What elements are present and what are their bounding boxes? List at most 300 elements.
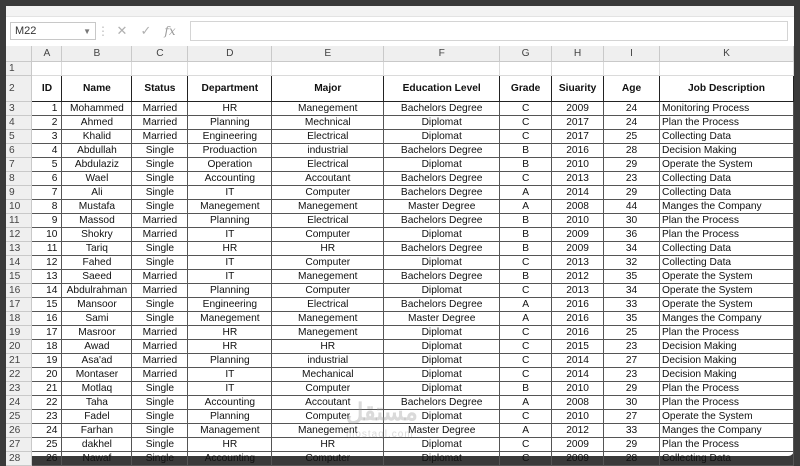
cell[interactable]: C <box>500 367 552 381</box>
cell[interactable]: Plan the Process <box>659 115 793 129</box>
cell[interactable]: Plan the Process <box>659 381 793 395</box>
cell[interactable]: Monitoring Process <box>659 101 793 115</box>
header-cell[interactable]: ID <box>32 75 62 101</box>
cell[interactable]: 33 <box>604 297 660 311</box>
cell[interactable]: Plan the Process <box>659 437 793 451</box>
cell[interactable]: Fahed <box>62 255 132 269</box>
cell[interactable]: 2 <box>32 115 62 129</box>
cell[interactable]: 15 <box>32 297 62 311</box>
row-number[interactable]: 8 <box>6 171 32 185</box>
cell[interactable]: A <box>500 297 552 311</box>
cell[interactable]: Diplomat <box>384 437 500 451</box>
cell[interactable]: Bachelors Degree <box>384 297 500 311</box>
cell[interactable]: B <box>500 143 552 157</box>
cell[interactable]: Manegement <box>272 101 384 115</box>
cell[interactable]: Ahmed <box>62 115 132 129</box>
row-number[interactable]: 3 <box>6 101 32 115</box>
cell[interactable]: 2016 <box>552 311 604 325</box>
cell[interactable]: Farhan <box>62 423 132 437</box>
cell[interactable]: HR <box>188 437 272 451</box>
cell[interactable]: Master Degree <box>384 423 500 437</box>
cell[interactable]: Operate the System <box>659 409 793 423</box>
cell[interactable]: Abdullah <box>62 143 132 157</box>
cell[interactable]: Accounting <box>188 171 272 185</box>
cell[interactable]: Bachelors Degree <box>384 395 500 409</box>
row-number[interactable]: 15 <box>6 269 32 283</box>
cell[interactable]: 2010 <box>552 381 604 395</box>
column-header[interactable]: D <box>188 46 272 61</box>
row-number[interactable]: 25 <box>6 409 32 423</box>
cell[interactable]: C <box>500 325 552 339</box>
cell[interactable]: Wael <box>62 171 132 185</box>
cell[interactable]: Bachelors Degree <box>384 269 500 283</box>
cell[interactable]: 44 <box>604 199 660 213</box>
cell[interactable]: 9 <box>32 213 62 227</box>
cell[interactable]: 7 <box>32 185 62 199</box>
cell[interactable]: Manges the Company <box>659 311 793 325</box>
cell[interactable]: Single <box>132 241 188 255</box>
header-cell[interactable]: Education Level <box>384 75 500 101</box>
cell[interactable]: 6 <box>32 171 62 185</box>
cell[interactable]: IT <box>188 227 272 241</box>
cell[interactable]: C <box>500 115 552 129</box>
cell[interactable]: 14 <box>32 283 62 297</box>
cell[interactable]: 11 <box>32 241 62 255</box>
cell[interactable]: 32 <box>604 255 660 269</box>
row-number[interactable]: 20 <box>6 339 32 353</box>
cell[interactable]: IT <box>188 255 272 269</box>
cell[interactable]: Single <box>132 297 188 311</box>
cell[interactable]: Asa'ad <box>62 353 132 367</box>
cell[interactable]: 2014 <box>552 185 604 199</box>
cell[interactable]: B <box>500 213 552 227</box>
cell[interactable]: Decision Making <box>659 367 793 381</box>
cell[interactable]: Electrical <box>272 129 384 143</box>
cell[interactable]: Diplomat <box>384 129 500 143</box>
cell[interactable]: Diplomat <box>384 227 500 241</box>
cell[interactable]: Single <box>132 451 188 465</box>
cell[interactable]: Computer <box>272 381 384 395</box>
cell[interactable]: 19 <box>32 353 62 367</box>
cell[interactable]: HR <box>272 339 384 353</box>
cell[interactable]: Electrical <box>272 297 384 311</box>
cell[interactable]: Mechanical <box>272 367 384 381</box>
cell[interactable]: Collecting Data <box>659 129 793 143</box>
cell[interactable]: 25 <box>32 437 62 451</box>
cancel-icon[interactable]: ✕ <box>116 23 128 38</box>
cell[interactable]: Produaction <box>188 143 272 157</box>
cell[interactable]: 1 <box>32 101 62 115</box>
row-number[interactable]: 26 <box>6 423 32 437</box>
cell[interactable]: Collecting Data <box>659 255 793 269</box>
cell[interactable]: A <box>500 395 552 409</box>
name-box[interactable] <box>10 22 96 40</box>
cell[interactable]: Saeed <box>62 269 132 283</box>
cell[interactable]: Computer <box>272 451 384 465</box>
cell[interactable]: Master Degree <box>384 311 500 325</box>
cell[interactable]: HR <box>188 325 272 339</box>
row-number[interactable]: 14 <box>6 255 32 269</box>
cell[interactable]: 2008 <box>552 395 604 409</box>
cell[interactable]: Operation <box>188 157 272 171</box>
cell[interactable]: Married <box>132 115 188 129</box>
row-number[interactable]: 11 <box>6 213 32 227</box>
cell[interactable]: C <box>500 353 552 367</box>
cell[interactable]: Married <box>132 129 188 143</box>
cell[interactable]: Single <box>132 185 188 199</box>
cell[interactable]: Plan the Process <box>659 395 793 409</box>
cell[interactable]: Plan the Process <box>659 227 793 241</box>
cell[interactable]: 8 <box>32 199 62 213</box>
cell[interactable]: Computer <box>272 185 384 199</box>
cell[interactable]: Diplomat <box>384 409 500 423</box>
cell[interactable]: A <box>500 311 552 325</box>
row-number[interactable]: 28 <box>6 451 32 465</box>
cell[interactable]: 22 <box>32 395 62 409</box>
cell[interactable]: HR <box>188 101 272 115</box>
cell[interactable]: Single <box>132 381 188 395</box>
cell[interactable]: 2013 <box>552 171 604 185</box>
cell[interactable]: A <box>500 199 552 213</box>
cell[interactable]: Awad <box>62 339 132 353</box>
cell[interactable]: HR <box>272 437 384 451</box>
header-cell[interactable]: Name <box>62 75 132 101</box>
row-number[interactable]: 22 <box>6 367 32 381</box>
row-number[interactable]: 6 <box>6 143 32 157</box>
cell[interactable]: Bachelors Degree <box>384 241 500 255</box>
cell[interactable] <box>659 61 793 75</box>
cell[interactable]: 30 <box>604 213 660 227</box>
cell[interactable]: Nawaf <box>62 451 132 465</box>
cell[interactable]: Single <box>132 143 188 157</box>
cell[interactable]: 13 <box>32 269 62 283</box>
cell[interactable]: Diplomat <box>384 381 500 395</box>
column-header[interactable]: K <box>659 46 793 61</box>
header-cell[interactable]: Department <box>188 75 272 101</box>
cell[interactable]: 21 <box>32 381 62 395</box>
cell[interactable]: 2012 <box>552 423 604 437</box>
cell[interactable]: 2015 <box>552 339 604 353</box>
cell[interactable]: Single <box>132 157 188 171</box>
cell[interactable]: 4 <box>32 143 62 157</box>
cell[interactable]: Diplomat <box>384 367 500 381</box>
cell[interactable]: 23 <box>604 171 660 185</box>
header-cell[interactable]: Grade <box>500 75 552 101</box>
cell[interactable]: 2014 <box>552 353 604 367</box>
cell[interactable]: Engineering <box>188 297 272 311</box>
cell[interactable]: 23 <box>604 367 660 381</box>
cell[interactable]: 5 <box>32 157 62 171</box>
cell[interactable]: IT <box>188 381 272 395</box>
header-cell[interactable]: Major <box>272 75 384 101</box>
cell[interactable]: Bachelors Degree <box>384 213 500 227</box>
cell[interactable]: Abdulrahman <box>62 283 132 297</box>
cell[interactable] <box>272 61 384 75</box>
cell[interactable]: 27 <box>604 353 660 367</box>
column-header[interactable]: F <box>384 46 500 61</box>
cell[interactable]: Single <box>132 395 188 409</box>
cell[interactable]: Motlaq <box>62 381 132 395</box>
cell[interactable]: Mansoor <box>62 297 132 311</box>
cell[interactable]: 34 <box>604 241 660 255</box>
cell[interactable]: 35 <box>604 311 660 325</box>
cell[interactable]: 2008 <box>552 199 604 213</box>
row-number[interactable]: 21 <box>6 353 32 367</box>
cell[interactable]: Sami <box>62 311 132 325</box>
cell[interactable]: C <box>500 409 552 423</box>
cell[interactable]: Bachelors Degree <box>384 171 500 185</box>
cell[interactable]: Diplomat <box>384 339 500 353</box>
cell[interactable]: HR <box>188 339 272 353</box>
cell[interactable]: Decision Making <box>659 339 793 353</box>
cell[interactable] <box>62 61 132 75</box>
cell[interactable]: 28 <box>604 451 660 465</box>
cell[interactable]: 27 <box>604 409 660 423</box>
cell[interactable] <box>32 61 62 75</box>
header-cell[interactable]: Job Description <box>659 75 793 101</box>
cell[interactable] <box>188 61 272 75</box>
cell[interactable]: Massod <box>62 213 132 227</box>
cell[interactable]: Manegement <box>272 269 384 283</box>
cell[interactable]: Diplomat <box>384 157 500 171</box>
cell[interactable]: C <box>500 283 552 297</box>
cell[interactable]: industrial <box>272 353 384 367</box>
row-number[interactable]: 23 <box>6 381 32 395</box>
cell[interactable]: B <box>500 157 552 171</box>
cell[interactable]: Planning <box>188 353 272 367</box>
cell[interactable]: A <box>500 185 552 199</box>
cell[interactable]: B <box>500 241 552 255</box>
row-number[interactable]: 12 <box>6 227 32 241</box>
cell[interactable]: Diplomat <box>384 451 500 465</box>
cell[interactable]: Master Degree <box>384 199 500 213</box>
cell[interactable] <box>132 61 188 75</box>
cell[interactable]: Manegement <box>272 423 384 437</box>
cell[interactable]: IT <box>188 367 272 381</box>
cell[interactable]: 2016 <box>552 325 604 339</box>
cell[interactable]: C <box>500 171 552 185</box>
cell[interactable]: 2013 <box>552 255 604 269</box>
select-all-corner[interactable] <box>6 46 32 61</box>
cell[interactable]: 2010 <box>552 409 604 423</box>
cell[interactable]: 2009 <box>552 437 604 451</box>
cell[interactable]: C <box>500 101 552 115</box>
cell[interactable]: 34 <box>604 283 660 297</box>
cell[interactable]: 26 <box>32 451 62 465</box>
cell[interactable]: Single <box>132 423 188 437</box>
cell[interactable]: 17 <box>32 325 62 339</box>
cell[interactable]: Manegement <box>272 311 384 325</box>
column-header[interactable]: G <box>500 46 552 61</box>
row-number[interactable]: 4 <box>6 115 32 129</box>
chevron-down-icon[interactable]: ▼ <box>83 26 91 36</box>
cell[interactable] <box>604 61 660 75</box>
cell[interactable]: Abdulaziz <box>62 157 132 171</box>
column-header[interactable]: B <box>62 46 132 61</box>
cell[interactable]: 25 <box>604 325 660 339</box>
worksheet-grid[interactable] <box>6 46 794 466</box>
cell[interactable]: Married <box>132 339 188 353</box>
column-header[interactable]: C <box>132 46 188 61</box>
cell[interactable]: Diplomat <box>384 115 500 129</box>
formula-input[interactable] <box>190 21 788 41</box>
cell[interactable]: Married <box>132 227 188 241</box>
row-number[interactable]: 24 <box>6 395 32 409</box>
cell[interactable]: Tariq <box>62 241 132 255</box>
header-cell[interactable]: Siuarity <box>552 75 604 101</box>
cell[interactable]: Mohammed <box>62 101 132 115</box>
cell[interactable]: Married <box>132 283 188 297</box>
cell[interactable]: Married <box>132 213 188 227</box>
cell[interactable]: 28 <box>604 143 660 157</box>
cell[interactable]: Plan the Process <box>659 325 793 339</box>
cell[interactable]: dakhel <box>62 437 132 451</box>
cell[interactable]: B <box>500 227 552 241</box>
row-number[interactable]: 10 <box>6 199 32 213</box>
cell[interactable]: Electrical <box>272 157 384 171</box>
cell[interactable]: 16 <box>32 311 62 325</box>
header-cell[interactable]: Status <box>132 75 188 101</box>
cell[interactable]: 35 <box>604 269 660 283</box>
cell[interactable]: industrial <box>272 143 384 157</box>
cell[interactable]: 23 <box>32 409 62 423</box>
cell[interactable]: Manegement <box>272 325 384 339</box>
cell[interactable]: 2009 <box>552 101 604 115</box>
cell[interactable]: Planning <box>188 409 272 423</box>
cell[interactable]: 2010 <box>552 213 604 227</box>
cell[interactable]: Mustafa <box>62 199 132 213</box>
cell[interactable]: 2016 <box>552 297 604 311</box>
cell[interactable]: Management <box>188 423 272 437</box>
cell[interactable]: 12 <box>32 255 62 269</box>
row-number[interactable]: 17 <box>6 297 32 311</box>
cell[interactable]: C <box>500 451 552 465</box>
cell[interactable]: Fadel <box>62 409 132 423</box>
insert-function-icon[interactable]: fx <box>164 24 176 38</box>
row-number[interactable]: 1 <box>6 61 32 75</box>
cell[interactable]: Collecting Data <box>659 185 793 199</box>
column-header[interactable]: A <box>32 46 62 61</box>
cell[interactable]: 2009 <box>552 451 604 465</box>
cell[interactable]: HR <box>272 241 384 255</box>
cell[interactable]: Operate the System <box>659 269 793 283</box>
cell[interactable]: Single <box>132 171 188 185</box>
cell[interactable]: 24 <box>604 101 660 115</box>
cell[interactable]: Accoutant <box>272 395 384 409</box>
cell[interactable]: Bachelors Degree <box>384 143 500 157</box>
cell[interactable]: Bachelors Degree <box>384 185 500 199</box>
cell[interactable]: Decision Making <box>659 353 793 367</box>
cell[interactable]: Shokry <box>62 227 132 241</box>
cell[interactable]: Bachelors Degree <box>384 101 500 115</box>
cell[interactable]: 2016 <box>552 143 604 157</box>
cell[interactable]: C <box>500 129 552 143</box>
cell[interactable]: Single <box>132 255 188 269</box>
cell[interactable]: Diplomat <box>384 283 500 297</box>
cell[interactable]: 2010 <box>552 157 604 171</box>
cell[interactable]: C <box>500 339 552 353</box>
cell[interactable]: Accounting <box>188 395 272 409</box>
cell[interactable]: 29 <box>604 381 660 395</box>
header-cell[interactable]: Age <box>604 75 660 101</box>
cell[interactable]: 23 <box>604 339 660 353</box>
cell[interactable]: Montaser <box>62 367 132 381</box>
cell[interactable]: Single <box>132 437 188 451</box>
cell[interactable]: Computer <box>272 255 384 269</box>
cell[interactable]: Diplomat <box>384 353 500 367</box>
cell[interactable]: 33 <box>604 423 660 437</box>
row-number[interactable]: 19 <box>6 325 32 339</box>
cell[interactable]: Ali <box>62 185 132 199</box>
cell[interactable]: Masroor <box>62 325 132 339</box>
cell[interactable]: Collecting Data <box>659 451 793 465</box>
cell[interactable] <box>500 61 552 75</box>
cell[interactable]: Operate the System <box>659 157 793 171</box>
cell[interactable]: 2009 <box>552 241 604 255</box>
cell[interactable]: 29 <box>604 157 660 171</box>
cell[interactable]: Planning <box>188 213 272 227</box>
cell[interactable]: IT <box>188 185 272 199</box>
cell[interactable]: Married <box>132 367 188 381</box>
cell[interactable]: Manegement <box>188 311 272 325</box>
enter-icon[interactable]: ✓ <box>140 23 152 38</box>
cell[interactable]: A <box>500 423 552 437</box>
cell[interactable]: Khalid <box>62 129 132 143</box>
cell[interactable]: 2017 <box>552 129 604 143</box>
cell[interactable]: Operate the System <box>659 283 793 297</box>
cell[interactable]: Planning <box>188 283 272 297</box>
cell[interactable]: 2017 <box>552 115 604 129</box>
cell[interactable]: Computer <box>272 283 384 297</box>
cell[interactable]: 25 <box>604 129 660 143</box>
cell[interactable]: Manegement <box>272 199 384 213</box>
row-number[interactable]: 13 <box>6 241 32 255</box>
cell[interactable]: Operate the System <box>659 297 793 311</box>
cell[interactable]: 18 <box>32 339 62 353</box>
cell[interactable]: IT <box>188 269 272 283</box>
cell[interactable]: 2012 <box>552 269 604 283</box>
cell[interactable]: Married <box>132 325 188 339</box>
cell[interactable]: 10 <box>32 227 62 241</box>
cell[interactable]: Collecting Data <box>659 241 793 255</box>
cell[interactable]: Single <box>132 199 188 213</box>
cell[interactable]: Decision Making <box>659 143 793 157</box>
cell[interactable]: Plan the Process <box>659 213 793 227</box>
cell[interactable]: 2013 <box>552 283 604 297</box>
row-number[interactable]: 7 <box>6 157 32 171</box>
cell[interactable]: Planning <box>188 115 272 129</box>
cell[interactable]: Taha <box>62 395 132 409</box>
cell[interactable]: Computer <box>272 227 384 241</box>
cell[interactable]: Mechnical <box>272 115 384 129</box>
cell[interactable]: B <box>500 381 552 395</box>
cell[interactable]: Computer <box>272 409 384 423</box>
row-number[interactable]: 5 <box>6 129 32 143</box>
cell[interactable]: Engineering <box>188 129 272 143</box>
cell[interactable]: Diplomat <box>384 325 500 339</box>
column-header[interactable]: I <box>604 46 660 61</box>
cell[interactable]: Single <box>132 311 188 325</box>
cell[interactable]: 24 <box>604 115 660 129</box>
cell[interactable]: Married <box>132 101 188 115</box>
cell[interactable]: Collecting Data <box>659 171 793 185</box>
cell[interactable]: Accounting <box>188 451 272 465</box>
column-header[interactable]: H <box>552 46 604 61</box>
cell[interactable]: 29 <box>604 185 660 199</box>
row-number[interactable]: 27 <box>6 437 32 451</box>
row-number[interactable]: 2 <box>6 75 32 101</box>
cell[interactable]: 2014 <box>552 367 604 381</box>
